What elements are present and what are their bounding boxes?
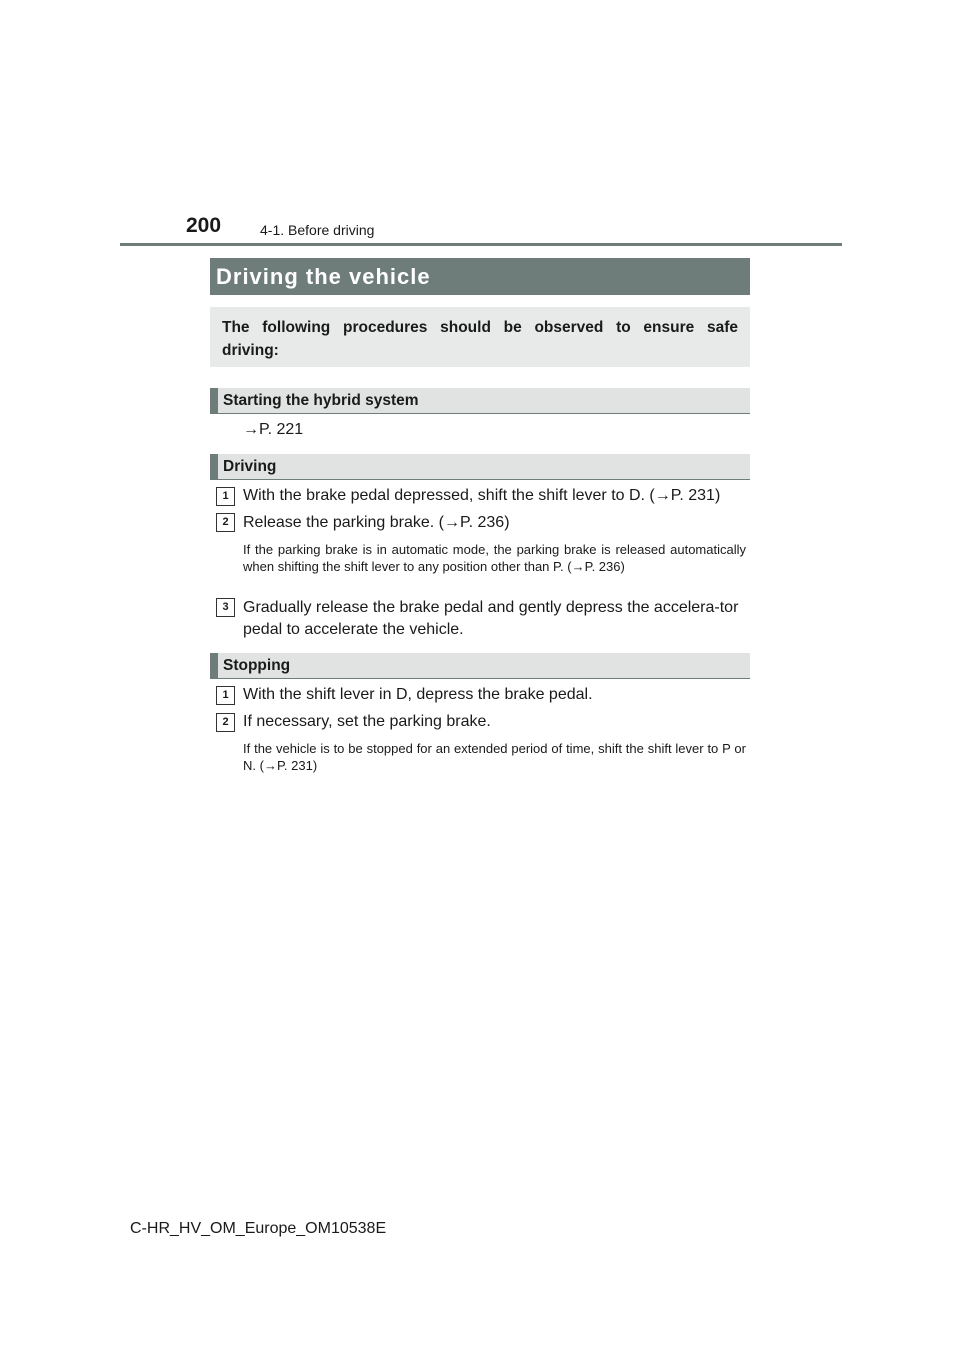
driving-step-1: With the brake pedal depressed, shift the shift lever to D. (→P. 231): [243, 487, 721, 504]
intro-box: [210, 307, 750, 367]
section-breadcrumb: 4-1. Before driving: [260, 222, 375, 238]
stopping-step-2: If necessary, set the parking brake.: [243, 713, 491, 730]
stopping-step-1: With the shift lever in D, depress the brake pedal.: [243, 686, 593, 703]
section-heading-starting: [210, 388, 750, 414]
step-number-badge: 1: [216, 686, 235, 705]
section-heading-label: Stopping: [223, 656, 291, 674]
step-number-badge: 3: [216, 598, 235, 617]
section-heading-label: Driving: [223, 457, 277, 475]
stopping-step-2-note: If the vehicle is to be stopped for an extended period of time, shift the shift lever to P or N. (→P. 231): [243, 741, 746, 773]
driving-step-3: Gradually release the brake pedal and gently depress the accelera-tor pedal to accelerate the vehicle.: [243, 599, 739, 638]
step-number-badge: 2: [216, 513, 235, 532]
page-number: 200: [186, 214, 222, 237]
document-code-footer: C-HR_HV_OM_Europe_OM10538E: [130, 1220, 387, 1237]
intro-text: The following procedures should be observed to ensure safe driving:: [222, 319, 738, 359]
header-divider: [120, 243, 842, 246]
section-heading-stopping: [210, 653, 750, 679]
step-number-badge: 2: [216, 713, 235, 732]
driving-step-2: Release the parking brake. (→P. 236): [243, 514, 510, 531]
page-reference-link[interactable]: →P. 221: [243, 421, 304, 438]
section-heading-label: Starting the hybrid system: [223, 391, 419, 409]
step-number-badge: 1: [216, 487, 235, 506]
section-heading-driving: [210, 454, 750, 480]
page-title-bar: [210, 258, 750, 295]
driving-step-2-note: If the parking brake is in automatic mode, the parking brake is released automatically when shifting the shift lever to any position other than P. (→P. 236): [243, 542, 746, 574]
page-title: Driving the vehicle: [216, 263, 431, 289]
